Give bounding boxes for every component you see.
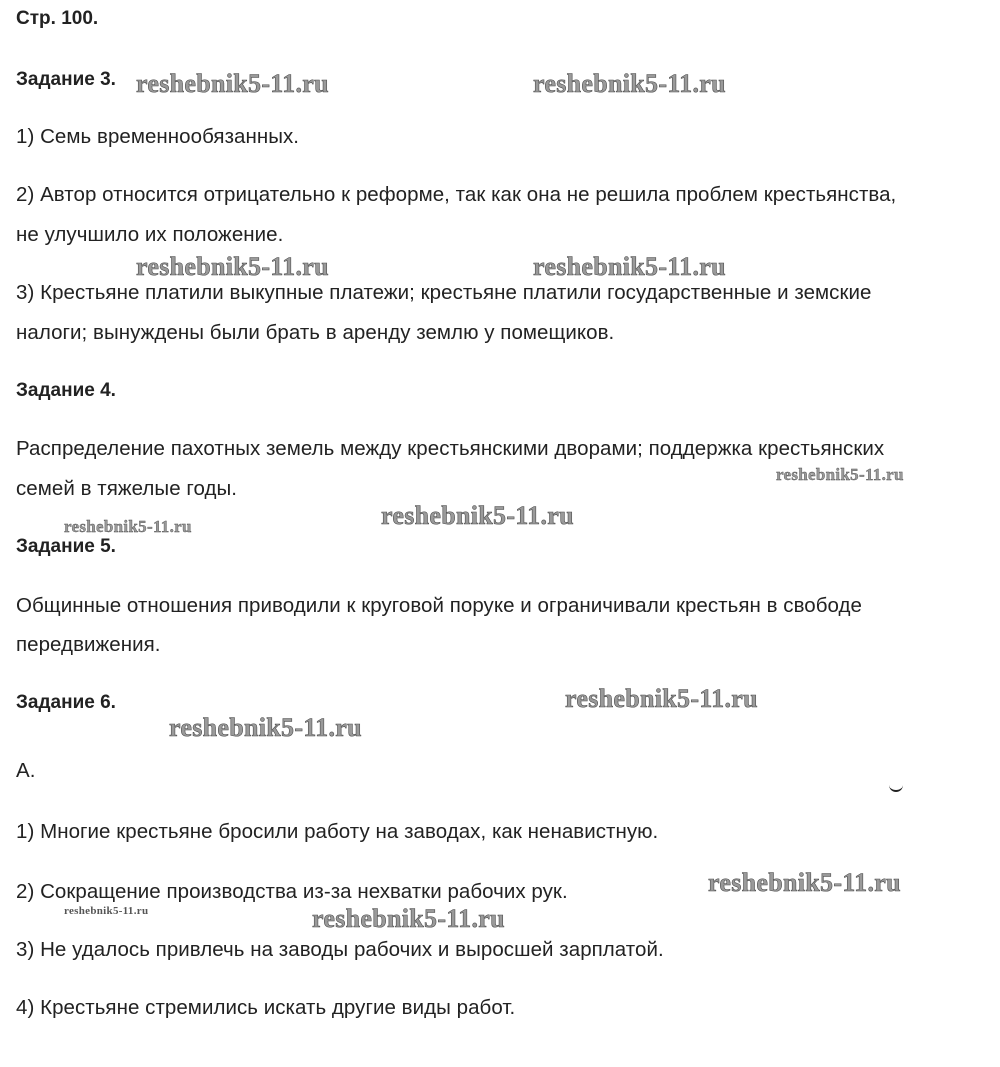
- watermark: reshebnik5-11.ru: [381, 501, 574, 530]
- task-3-answer-3: 3) Крестьяне платили выкупные платежи; крестьяне платили государственные и земские: [16, 281, 872, 304]
- watermark: reshebnik5-11.ru: [136, 252, 329, 281]
- watermark: reshebnik5-11.ru: [776, 465, 904, 484]
- task-3-heading: Задание 3.: [16, 69, 116, 90]
- task-5-answer-line-2: передвижения.: [16, 633, 161, 656]
- task-3-answer-1: 1) Семь временнообязанных.: [16, 125, 300, 148]
- watermark: reshebnik5-11.ru: [136, 69, 329, 98]
- page-label: Стр. 100.: [16, 8, 99, 29]
- watermark: reshebnik5-11.ru: [169, 713, 362, 742]
- task-4-answer-line-2: семей в тяжелые годы.: [16, 477, 238, 500]
- task-6-answer-2: 2) Сокращение производства из-за нехватки рабочих рук.: [16, 880, 568, 903]
- task-6-answer-1: 1) Многие крестьяне бросили работу на заводах, как ненавистную.: [16, 820, 659, 843]
- watermark: reshebnik5-11.ru: [64, 517, 192, 536]
- watermark: reshebnik5-11.ru: [64, 905, 149, 917]
- task-6-heading: Задание 6.: [16, 692, 116, 713]
- task-3-answer-2-cont: не улучшило их положение.: [16, 223, 284, 246]
- task-4-heading: Задание 4.: [16, 380, 116, 401]
- stray-mark: [889, 784, 903, 792]
- task-6-answer-4: 4) Крестьяне стремились искать другие виды работ.: [16, 996, 516, 1019]
- watermark: reshebnik5-11.ru: [533, 69, 726, 98]
- task-5-answer-line-1: Общинные отношения приводили к круговой поруке и ограничивали крестьян в свободе: [16, 594, 863, 617]
- watermark: reshebnik5-11.ru: [708, 868, 901, 897]
- task-5-heading: Задание 5.: [16, 536, 116, 557]
- task-3-answer-2: 2) Автор относится отрицательно к реформе, так как она не решила проблем крестьянства,: [16, 183, 897, 206]
- watermark: reshebnik5-11.ru: [565, 684, 758, 713]
- task-4-answer-line-1: Распределение пахотных земель между крестьянскими дворами; поддержка крестьянских: [16, 437, 885, 460]
- task-6-answer-3: 3) Не удалось привлечь на заводы рабочих и выросшей зарплатой.: [16, 938, 664, 961]
- task-3-answer-3-cont: налоги; вынуждены были брать в аренду землю у помещиков.: [16, 321, 615, 344]
- task-6-part-label: А.: [16, 759, 36, 782]
- watermark: reshebnik5-11.ru: [533, 252, 726, 281]
- watermark: reshebnik5-11.ru: [312, 904, 505, 933]
